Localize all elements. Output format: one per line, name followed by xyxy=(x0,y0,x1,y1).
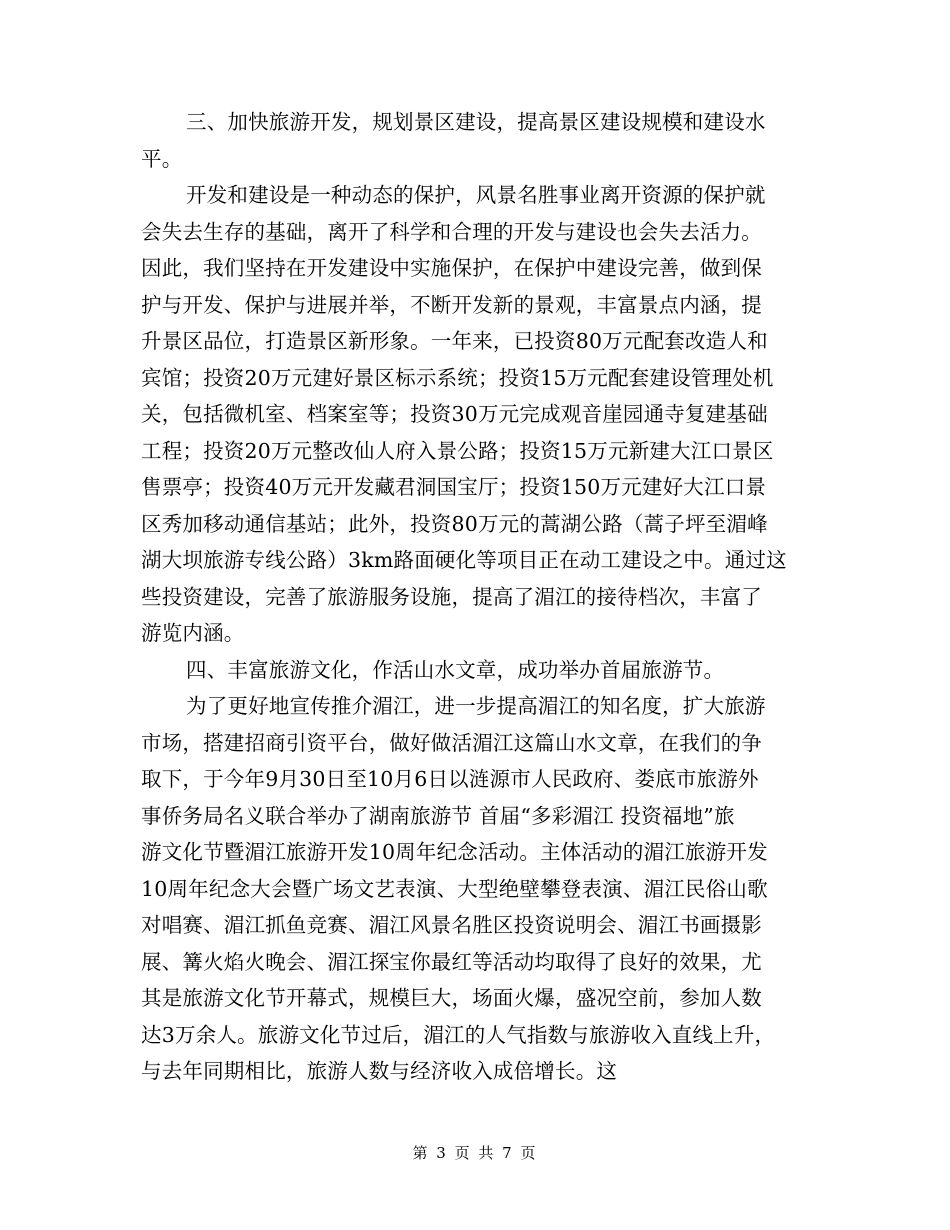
text-line: 取下，于今年9月30日至10月6日以涟源市人民政府、娄底市旅游外 xyxy=(141,767,759,791)
text-line: 达3万余人。旅游文化节过后，湄江的人气指数与旅游收入直线上升， xyxy=(141,1022,776,1047)
text-line: 开发和建设是一种动态的保护，风景名胜事业离开资源的保护就 xyxy=(186,183,766,207)
text-line: 对唱赛、湄江抓鱼竞赛、湄江风景名胜区投资说明会、湄江书画摄影 xyxy=(141,913,762,937)
text-line: 会失去生存的基础，离开了科学和合理的开发与建设也会失去活力。 xyxy=(141,219,762,244)
page-number-footer: 第 3 页 共 7 页 xyxy=(412,1144,538,1162)
text-line: 工程；投资20万元整改仙人府入景公路；投资15万元新建大江口景区 xyxy=(141,438,774,463)
text-line: 事侨务局名义联合举办了湖南旅游节 首届“多彩湄江 投资福地”旅 xyxy=(141,803,735,828)
text-line: 平。 xyxy=(141,146,183,171)
text-line: 四、丰富旅游文化，作活山水文章，成功举办首届旅游节。 xyxy=(186,657,725,682)
text-line: 升景区品位，打造景区新形象。一年来，已投资80万元配套改造人和 xyxy=(141,329,768,353)
text-line: 宾馆；投资20万元建好景区标示系统；投资15万元配套建设管理处机 xyxy=(141,365,774,390)
text-line: 区秀加移动通信基站；此外，投资80万元的蒿湖公路（蒿子坪至湄峰 xyxy=(141,511,768,536)
text-line: 与去年同期相比，旅游人数与经济收入成倍增长。这 xyxy=(141,1059,618,1083)
text-line: 关，包括微机室、档案室等；投资30万元完成观音崖园通寺复建基础 xyxy=(141,402,768,426)
text-line: 其是旅游文化节开幕式，规模巨大，场面火爆，盛况空前，参加人数 xyxy=(141,986,762,1010)
text-line: 10周年纪念大会暨广场文艺表演、大型绝壁攀登表演、湄江民俗山歌 xyxy=(141,876,768,901)
text-line: 些投资建设，完善了旅游服务设施，提高了湄江的接待档次，丰富了 xyxy=(141,584,762,609)
text-line: 为了更好地宣传推介湄江，进一步提高湄江的知名度，扩大旅游 xyxy=(186,694,766,718)
text-line: 展、篝火焰火晚会、湄江探宝你最红等活动均取得了良好的效果，尤 xyxy=(141,949,762,974)
body-text xyxy=(141,104,831,1090)
text-line: 三、加快旅游开发，规划景区建设，提高景区建设规模和建设水 xyxy=(186,110,766,134)
text-line: 售票亭；投资40万元开发藏君洞国宝厅；投资150万元建好大江口景 xyxy=(141,475,767,499)
text-line: 游览内涵。 xyxy=(141,621,245,645)
text-line: 湖大坝旅游专线公路）3km路面硬化等项目正在动工建设之中。通过这 xyxy=(141,548,787,572)
text-line: 因此，我们坚持在开发建设中实施保护，在保护中建设完善，做到保 xyxy=(141,256,762,280)
text-line: 游文化节暨湄江旅游开发10周年纪念活动。主体活动的湄江旅游开发 xyxy=(141,840,768,864)
text-line: 护与开发、保护与进展并举，不断开发新的景观，丰富景点内涵，提 xyxy=(141,292,762,317)
text-line: 市场，搭建招商引资平台，做好做活湄江这篇山水文章，在我们的争 xyxy=(141,730,762,755)
